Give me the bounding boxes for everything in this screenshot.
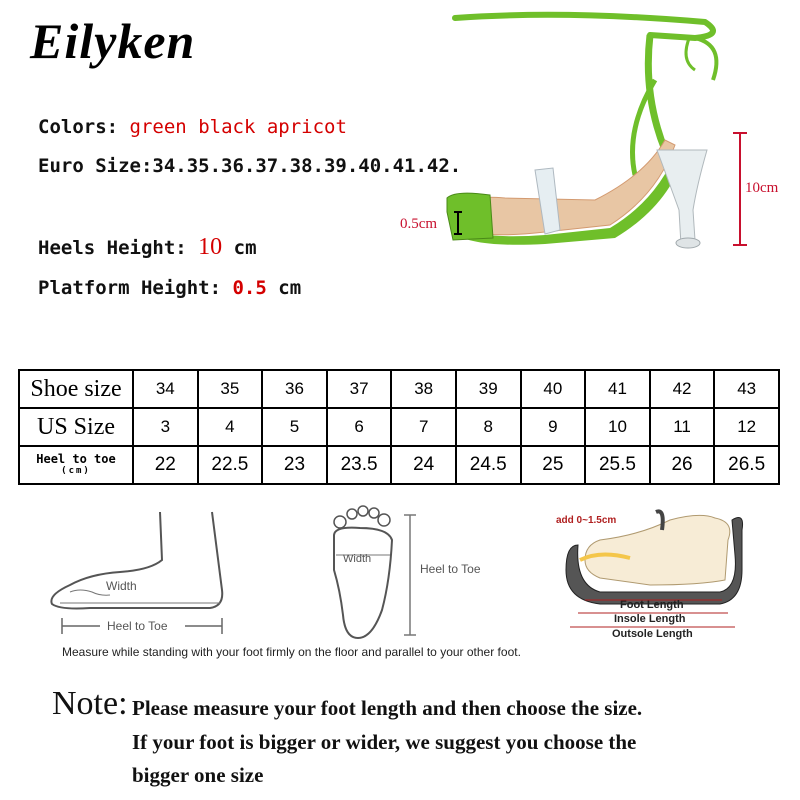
table-cell: 39 — [456, 370, 521, 408]
color-apricot: apricot — [266, 116, 347, 138]
measurement-diagrams — [0, 500, 800, 650]
platform-height-annotation: 0.5cm — [400, 216, 438, 232]
foot-length-label: Foot Length — [620, 599, 684, 611]
table-cell: 24 — [391, 446, 456, 484]
note-line-1: Please measure your foot length and then choose the size. — [132, 696, 643, 720]
note-heading: Note: — [52, 685, 128, 722]
table-cell: 37 — [327, 370, 392, 408]
table-row — [19, 370, 779, 408]
ankle-strap-tie-2 — [686, 36, 695, 70]
toe-strap — [447, 193, 493, 240]
size-chart — [18, 369, 780, 485]
table-cell: 41 — [585, 370, 650, 408]
table-cell: 23.5 — [327, 446, 392, 484]
row-header-heel-to-toe — [19, 446, 133, 484]
shoe-illustration — [395, 0, 800, 260]
table-row — [19, 408, 779, 446]
table-cell: 22 — [133, 446, 198, 484]
table-cell: 7 — [391, 408, 456, 446]
table-row — [19, 446, 779, 484]
width-label: Width — [106, 579, 137, 593]
table-cell: 5 — [262, 408, 327, 446]
measure-caption: Measure while standing with your foot firmly on the floor and parallel to your other foot. — [62, 645, 521, 659]
ankle-strap-tie — [695, 38, 716, 80]
table-cell: 25.5 — [585, 446, 650, 484]
footprint-heel-to-toe-label: Heel to Toe — [420, 562, 481, 576]
table-cell: 42 — [650, 370, 715, 408]
brand-logo: Eilyken — [30, 13, 196, 69]
colors-spec — [38, 116, 347, 138]
table-cell: 6 — [327, 408, 392, 446]
side-foot-diagram — [51, 512, 222, 634]
table-cell: 23 — [262, 446, 327, 484]
footprint-width-label: Width — [343, 553, 372, 565]
platform-height-spec — [38, 277, 301, 299]
heel-height-annotation: 10cm — [745, 180, 779, 196]
colors-label: Colors: — [38, 116, 119, 138]
table-cell: 12 — [714, 408, 779, 446]
side-foot-outline — [51, 512, 222, 609]
ankle-strap — [455, 15, 713, 38]
euro-size-label: Euro Size: — [38, 155, 153, 177]
platform-height-unit: cm — [278, 277, 302, 299]
table-cell: 8 — [456, 408, 521, 446]
table-cell: 3 — [133, 408, 198, 446]
heel-tip — [676, 238, 700, 248]
insole-length-label: Insole Length — [614, 613, 686, 625]
row-header-us-size: US Size — [19, 408, 133, 446]
heel-height-unit: cm — [233, 237, 257, 259]
heel-to-toe-unit: (cm) — [61, 466, 91, 476]
add-allowance-label: add 0~1.5cm — [556, 515, 617, 526]
heel-height-value: 10 — [198, 234, 223, 260]
table-cell: 36 — [262, 370, 327, 408]
table-cell: 26.5 — [714, 446, 779, 484]
heel-to-toe-label: Heel to Toe — [107, 619, 168, 633]
footprint-diagram — [334, 506, 481, 638]
euro-size-value: 34.35.36.37.38.39.40.41.42. — [152, 155, 462, 177]
table-cell: 25 — [521, 446, 586, 484]
color-green: green — [129, 116, 187, 138]
table-cell: 26 — [650, 446, 715, 484]
table-cell: 10 — [585, 408, 650, 446]
platform-height-value: 0.5 — [232, 277, 267, 299]
row-header-shoe-size: Shoe size — [19, 370, 133, 408]
table-cell: 34 — [133, 370, 198, 408]
table-cell: 43 — [714, 370, 779, 408]
shoe-section-diagram — [556, 511, 743, 640]
note-line-3: bigger one size — [132, 763, 264, 787]
table-cell: 38 — [391, 370, 456, 408]
note-block — [52, 685, 643, 787]
heel-height-spec — [38, 234, 257, 261]
footprint-outline — [334, 528, 392, 638]
table-cell: 22.5 — [198, 446, 263, 484]
clear-heel — [657, 150, 707, 245]
table-cell: 24.5 — [456, 446, 521, 484]
note-line-2: If your foot is bigger or wider, we suggest you choose the — [132, 730, 637, 754]
color-black: black — [198, 116, 256, 138]
outsole-length-label: Outsole Length — [612, 628, 693, 640]
table-cell: 9 — [521, 408, 586, 446]
heel-to-toe-label: Heel to toe — [36, 452, 116, 466]
heel-height-label: Heels Height: — [38, 237, 187, 259]
table-cell: 11 — [650, 408, 715, 446]
table-cell: 35 — [198, 370, 263, 408]
table-cell: 40 — [521, 370, 586, 408]
table-cell: 4 — [198, 408, 263, 446]
platform-height-label: Platform Height: — [38, 277, 222, 299]
